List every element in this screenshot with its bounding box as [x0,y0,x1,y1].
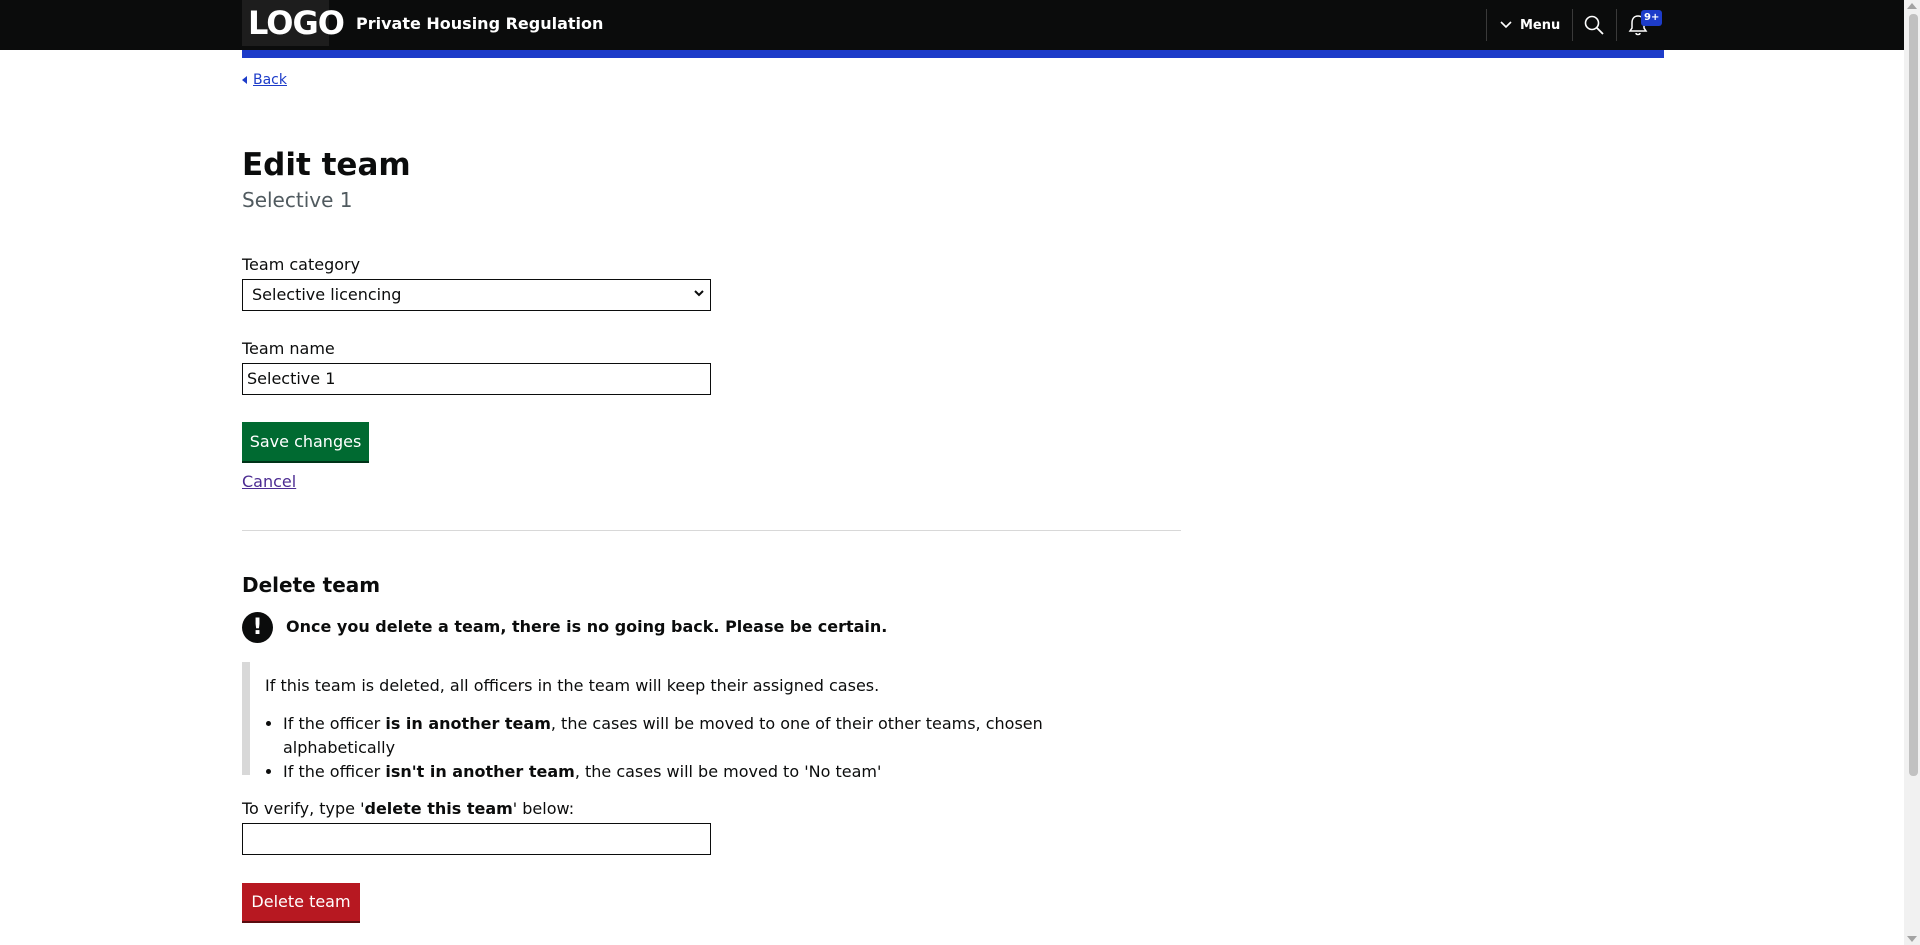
list-item: • If the officer isn't in another team, the cases will be moved to 'No team' [283,760,1062,784]
verify-label: To verify, type 'delete this team' below: [242,799,575,818]
team-category-select[interactable] [242,279,711,311]
header-divider [1616,9,1617,41]
scroll-down-icon[interactable] [1907,936,1917,942]
team-category-label: Team category [242,255,361,274]
scroll-up-icon[interactable] [1907,3,1917,9]
team-name-input[interactable]: Selective 1 [242,363,711,395]
team-category-value: Selective licencing [252,285,402,304]
site-header [0,0,1904,50]
warning-icon: ! [242,612,273,643]
chevron-down-icon [694,290,704,297]
header-divider [1572,9,1573,41]
delete-info-list [265,712,1062,784]
cancel-link[interactable]: Cancel [242,472,297,491]
scrollbar[interactable] [1904,0,1920,945]
inset-intro: If this team is deleted, all officers in the team will keep their assigned cases. [265,676,880,695]
accent-bar [242,50,1664,58]
service-name-link[interactable]: Private Housing Regulation [356,14,604,33]
verify-delete-input[interactable] [242,823,711,855]
scrollbar-thumb[interactable] [1909,14,1918,776]
list-item: • If the officer is in another team, the cases will be moved to one of their other teams, chosen alphabetically [283,712,1062,760]
back-link[interactable] [242,72,287,88]
page-caption: Selective 1 [242,188,353,212]
page-title: Edit team [242,147,411,183]
logo[interactable]: LOGO [242,0,329,46]
back-label: Back [253,72,287,88]
header-divider [1486,9,1487,41]
delete-team-button[interactable]: Delete team [242,883,360,921]
chevron-down-icon [1500,21,1512,29]
search-icon[interactable] [1583,14,1605,36]
menu-label: Menu [1520,17,1561,33]
team-name-label: Team name [242,339,335,358]
save-changes-button[interactable]: Save changes [242,422,369,461]
menu-button[interactable] [1500,14,1560,36]
delete-info-inset [242,662,1062,781]
delete-section-title: Delete team [242,573,381,597]
back-arrow-icon [242,76,247,84]
notification-badge: 9+ [1641,10,1662,26]
delete-warning-text: Once you delete a team, there is no going back. Please be certain. [286,617,888,636]
section-divider [242,530,1181,531]
